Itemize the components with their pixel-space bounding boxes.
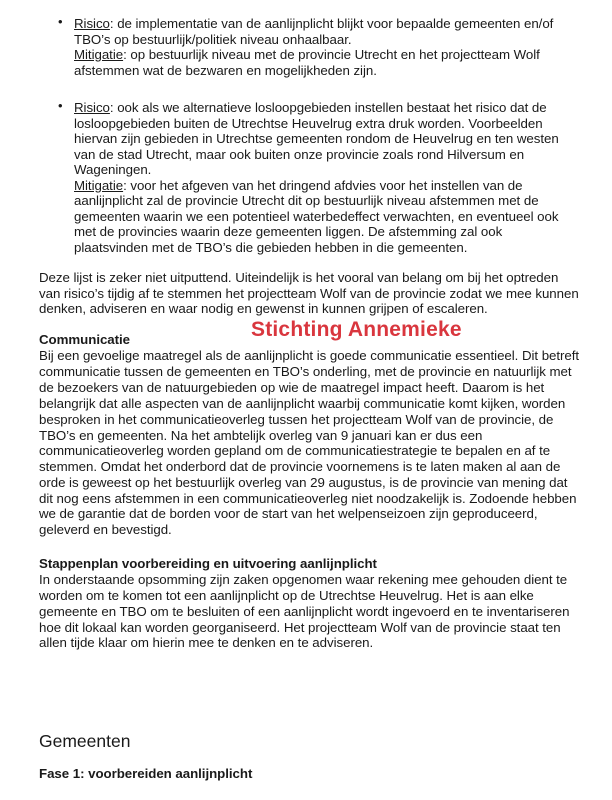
stappenplan-line-2: worden om te komen tot een aanlijnplicht op de Utrechtse Heuvelrug. Het is aan elke	[39, 588, 534, 603]
mitigation-label: Mitigatie	[74, 177, 124, 193]
communicatie-line-3: de bezoekers van de natuurgebieden op wie de maatregel impact heeft. Daarom is het	[39, 380, 545, 395]
communicatie-line-12: geleverd en bevestigd.	[39, 522, 172, 537]
communicatie-line-9: orde is geweest op het bestuurlijk overleg van 29 augustus, is de provincie van mening dat	[39, 475, 568, 490]
mitigation-2-line-1: Mitigatie: voor het afgeven van het dringend afdvies voor het instellen van de	[74, 177, 523, 193]
bullet-icon: •	[58, 14, 63, 29]
bullet-icon: •	[58, 98, 63, 113]
risk-1-line-1: Risico: de implementatie van de aanlijnplicht blijkt voor bepaalde gemeenten en/of	[74, 16, 554, 31]
risk-2-line-3: hiervan zijn gebieden in Utrechtse gemeenten rondom de Heuvelrug en ten westen	[74, 131, 559, 146]
gemeenten-heading: Gemeenten	[39, 731, 131, 751]
communicatie-line-2: communicatie tussen de gemeenten en TBO’s onderling, met de provincie en natuurlijk met	[39, 364, 572, 379]
risk-label: Risico	[74, 100, 110, 115]
communicatie-line-11: we de garantie dat de borden voor de start van het welpenseizoen zijn geproduceerd,	[39, 506, 538, 521]
stappenplan-heading: Stappenplan voorbereiding en uitvoering aanlijnplicht	[39, 556, 377, 571]
communicatie-line-7: communicatieoverleg worden gepland om de communicatiestrategie te bepalen en af te	[39, 443, 551, 458]
summary-line-1: Deze lijst is zeker niet uitputtend. Uiteindelijk is het vooral van belang om bij het optreden	[39, 270, 559, 285]
risk-2-line-5: Wageningen.	[74, 162, 152, 177]
stappenplan-line-3: gemeente en TBO om te besluiten of een aanlijnplicht wordt ingevoerd en te inventariseren	[39, 604, 570, 619]
mitigation-2-line-2: aanlijnplicht zal de provincie Utrecht dit op bestuurlijk niveau afstemmen met de	[74, 193, 539, 208]
mitigation-label: Mitigatie	[74, 47, 124, 62]
watermark: Stichting Annemieke	[251, 318, 462, 341]
communicatie-line-4: belangrijk dat alle aspecten van de aanlijnplicht waarbij communicatie komt kijken, worden	[39, 396, 566, 411]
summary-line-2: van risico’s tijdig af te stemmen het projectteam Wolf van de provincie zodat we mee kunnen	[39, 285, 579, 301]
stappenplan-line-4: hoe dit lokaal kan worden georganiseerd. Het projectteam Wolf van de provincie staat ten	[39, 619, 561, 635]
communicatie-line-6: TBO’s en gemeenten. Na het ambtelijk overleg van 9 januari kan er dus een	[39, 427, 483, 443]
risk-2-line-4: van de stad Utrecht, maar ook buiten onze provincie zoals rond Hilversum en	[74, 146, 525, 162]
summary-line-3: denken, adviseren en waar nodig en gewenst in kunnen grijpen of escaleren.	[39, 301, 488, 316]
mitigation-2-line-4: met de provincies waarin deze gemeenten liggen. De afstemming zal ook	[74, 224, 503, 239]
communicatie-line-5: besproken in het communicatieoverleg tussen het projectteam Wolf van de provincie, de	[39, 412, 554, 427]
mitigation-1-line-1: Mitigatie: op bestuurlijk niveau met de provincie Utrecht en het projectteam Wolf	[74, 47, 540, 62]
stappenplan-line-5: allen tijde klaar om hierin mee te denken en te adviseren.	[39, 635, 374, 650]
communicatie-line-8: stemmen. Omdat het onderbord dat de provincie voornemens is te laten maken al aan de	[39, 459, 561, 474]
fase-1-heading: Fase 1: voorbereiden aanlijnplicht	[39, 766, 253, 781]
mitigation-1-line-2: afstemmen wat de bezwaren en mogelijkheden zijn.	[74, 62, 377, 78]
communicatie-heading: Communicatie	[39, 332, 131, 347]
stappenplan-line-1: In onderstaande opsomming zijn zaken opgenomen waar rekening mee gehouden dient te	[39, 572, 568, 587]
risk-1-line-2: TBO’s op bestuurlijk/politiek niveau onhaalbaar.	[74, 31, 352, 47]
risk-2-line-1: Risico: ook als we alternatieve losloopgebieden instellen bestaat het risico dat de	[74, 100, 547, 115]
mitigation-2-line-3: gemeenten waarin we een potentieel waterbedeffect verwachten, en eventueel ook	[74, 208, 559, 224]
risk-2-line-2: losloopgebieden buiten de Utrechtse Heuvelrug extra druk worden. Voorbeelden	[74, 115, 543, 131]
mitigation-2-line-5: plaatsvinden met de TBO’s die gebieden hebben in die gemeenten.	[74, 239, 468, 255]
communicatie-line-1: Bij een gevoelige maatregel als de aanlijnplicht is goede communicatie essentieel. Dit betreft	[39, 348, 580, 363]
communicatie-line-10: dit nog eens afstemmen in een communicatieoverleg niet noodzakelijk is. Zodoende hebben	[39, 490, 577, 506]
risk-label: Risico	[74, 16, 110, 31]
